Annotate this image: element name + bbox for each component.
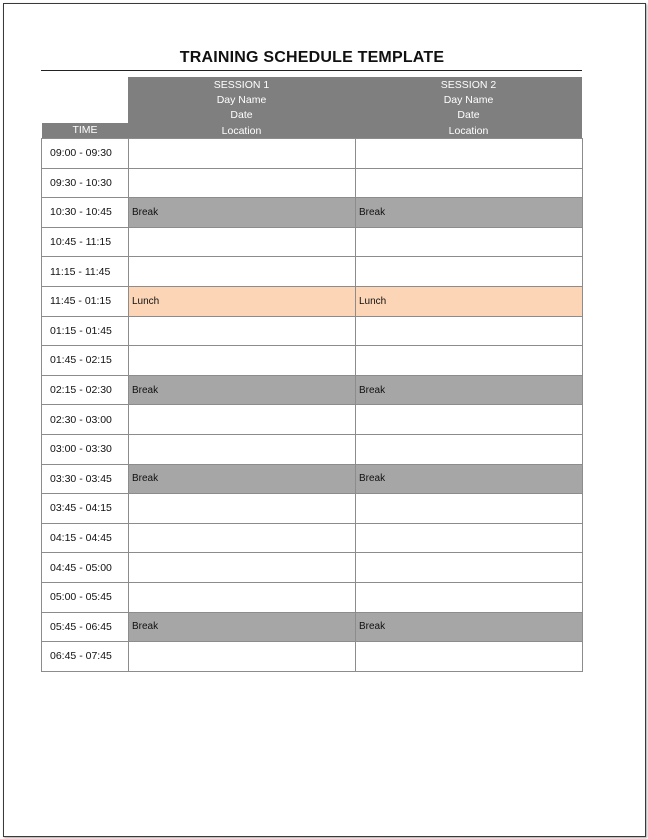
schedule-row	[42, 642, 583, 672]
session-1-cell[interactable]	[129, 523, 356, 553]
time-slot: 09:30 - 10:30	[42, 168, 129, 198]
time-slot: 04:15 - 04:45	[42, 523, 129, 553]
time-slot: 10:30 - 10:45	[42, 198, 129, 228]
session-2-date: Date	[457, 109, 480, 122]
schedule-row	[42, 464, 583, 494]
schedule-row	[42, 139, 583, 169]
time-slot: 03:30 - 03:45	[42, 464, 129, 494]
session-1-header	[128, 77, 355, 138]
session-1-location: Location	[221, 124, 262, 137]
document-page	[3, 3, 646, 837]
session-1-cell[interactable]: Break	[129, 375, 356, 405]
session-1-cell[interactable]	[129, 434, 356, 464]
schedule-row	[42, 434, 583, 464]
schedule-row	[42, 375, 583, 405]
time-slot: 06:45 - 07:45	[42, 642, 129, 672]
time-slot: 05:45 - 06:45	[42, 612, 129, 642]
schedule-row	[42, 346, 583, 376]
session-1-cell[interactable]	[129, 316, 356, 346]
session-1-cell[interactable]	[129, 405, 356, 435]
time-slot: 02:15 - 02:30	[42, 375, 129, 405]
schedule-row	[42, 198, 583, 228]
session-1-cell[interactable]: Break	[129, 198, 356, 228]
schedule-row	[42, 405, 583, 435]
session-2-cell[interactable]	[356, 168, 583, 198]
session-2-cell[interactable]: Lunch	[356, 286, 583, 316]
session-2-cell[interactable]	[356, 405, 583, 435]
time-slot: 05:00 - 05:45	[42, 582, 129, 612]
session-1-cell[interactable]	[129, 642, 356, 672]
session-1-day: Day Name	[216, 94, 267, 107]
session-2-header	[355, 77, 582, 138]
session-2-name: SESSION 2	[440, 79, 497, 91]
session-2-cell[interactable]: Break	[356, 612, 583, 642]
time-slot: 01:45 - 02:15	[42, 346, 129, 376]
session-1-cell[interactable]	[129, 553, 356, 583]
schedule-row	[42, 582, 583, 612]
session-2-location: Location	[448, 124, 489, 137]
session-2-day: Day Name	[443, 94, 494, 107]
session-1-cell[interactable]	[129, 346, 356, 376]
schedule-row	[42, 168, 583, 198]
session-1-cell[interactable]	[129, 139, 356, 169]
session-2-cell[interactable]	[356, 494, 583, 524]
time-slot: 03:00 - 03:30	[42, 434, 129, 464]
session-1-cell[interactable]	[129, 494, 356, 524]
session-1-name: SESSION 1	[213, 79, 270, 91]
session-2-cell[interactable]	[356, 434, 583, 464]
session-2-cell[interactable]	[356, 227, 583, 257]
time-slot: 11:45 - 01:15	[42, 286, 129, 316]
session-2-cell[interactable]	[356, 346, 583, 376]
time-slot: 01:15 - 01:45	[42, 316, 129, 346]
session-1-date: Date	[230, 109, 253, 122]
schedule-row	[42, 612, 583, 642]
schedule-table	[41, 138, 583, 672]
session-2-cell[interactable]: Break	[356, 375, 583, 405]
time-column-header: TIME	[42, 123, 128, 138]
session-2-cell[interactable]	[356, 523, 583, 553]
session-2-cell[interactable]: Break	[356, 464, 583, 494]
session-2-cell[interactable]	[356, 316, 583, 346]
schedule-row	[42, 494, 583, 524]
time-slot: 09:00 - 09:30	[42, 139, 129, 169]
session-1-cell[interactable]	[129, 227, 356, 257]
session-2-cell[interactable]	[356, 582, 583, 612]
schedule-row	[42, 286, 583, 316]
session-1-cell[interactable]	[129, 168, 356, 198]
session-2-cell[interactable]	[356, 257, 583, 287]
session-2-cell[interactable]: Break	[356, 198, 583, 228]
time-slot: 02:30 - 03:00	[42, 405, 129, 435]
page-title: TRAINING SCHEDULE TEMPLATE	[179, 49, 445, 66]
schedule-row	[42, 553, 583, 583]
session-2-cell[interactable]	[356, 139, 583, 169]
time-slot: 10:45 - 11:15	[42, 227, 129, 257]
schedule-row	[42, 227, 583, 257]
time-slot: 11:15 - 11:45	[42, 257, 129, 287]
session-1-cell[interactable]: Break	[129, 612, 356, 642]
title-divider	[41, 70, 582, 71]
time-slot: 03:45 - 04:15	[42, 494, 129, 524]
session-1-cell[interactable]	[129, 582, 356, 612]
schedule-row	[42, 316, 583, 346]
time-slot: 04:45 - 05:00	[42, 553, 129, 583]
schedule-row	[42, 523, 583, 553]
session-2-cell[interactable]	[356, 553, 583, 583]
schedule-row	[42, 257, 583, 287]
session-1-cell[interactable]: Lunch	[129, 286, 356, 316]
session-1-cell[interactable]	[129, 257, 356, 287]
session-1-cell[interactable]: Break	[129, 464, 356, 494]
session-2-cell[interactable]	[356, 642, 583, 672]
